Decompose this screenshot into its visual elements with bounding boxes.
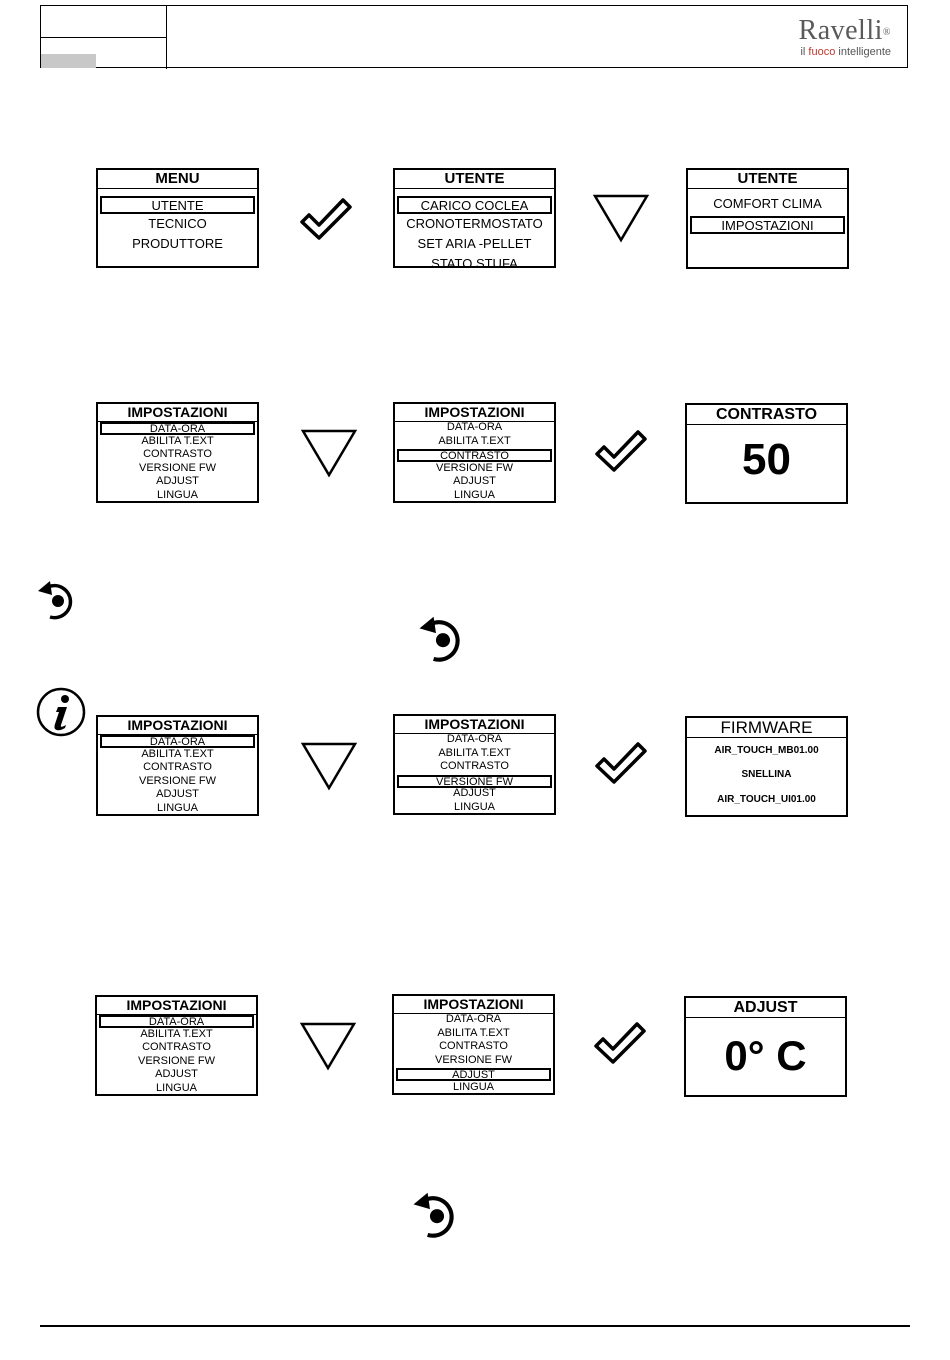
menu-item: ABILITA T.EXT (438, 746, 511, 759)
menu-item: COMFORT CLIMA (713, 196, 822, 211)
firmware-line-2: SNELLINA (741, 769, 792, 780)
menu-item: IMPOSTAZIONI (690, 216, 845, 234)
menu-item: CONTRASTO (143, 448, 212, 461)
down-triangle-icon (592, 193, 650, 243)
menu-item: ADJUST (396, 1068, 551, 1081)
menu-item: LINGUA (157, 802, 198, 814)
menu-item: LINGUA (157, 489, 198, 501)
back-arrow-icon (408, 1188, 466, 1242)
screen-impostazioni-d (393, 714, 556, 815)
screen-title: UTENTE (395, 170, 554, 189)
screen-contrasto (685, 403, 848, 504)
menu-item: ADJUST (155, 1068, 198, 1081)
down-triangle-icon (300, 428, 358, 478)
screen-utente-2 (686, 168, 849, 269)
back-arrow-icon (34, 577, 82, 623)
screen-title: IMPOSTAZIONI (395, 716, 554, 734)
brand-mark: ® (882, 27, 891, 38)
menu-item: ADJUST (453, 475, 496, 488)
menu-item: TECNICO (148, 216, 207, 231)
screen-title: IMPOSTAZIONI (97, 997, 256, 1015)
menu-item: PRODUTTORE (132, 236, 223, 251)
contrasto-title: CONTRASTO (687, 405, 846, 425)
menu-item: VERSIONE FW (435, 461, 513, 474)
menu-item: DATA-ORA (100, 422, 255, 435)
adjust-value: 0° C (724, 1032, 807, 1079)
adjust-title: ADJUST (686, 998, 845, 1018)
menu-item: ADJUST (453, 787, 496, 800)
menu-item: VERSIONE FW (434, 1053, 512, 1066)
footer-rule (40, 1325, 910, 1327)
menu-item: ABILITA T.EXT (437, 1026, 510, 1039)
back-arrow-icon (414, 612, 472, 666)
screen-impostazioni-c (96, 715, 259, 816)
header-divider (41, 37, 167, 38)
check-icon (592, 1020, 648, 1066)
menu-item: CONTRASTO (143, 761, 212, 774)
screen-title: IMPOSTAZIONI (395, 404, 554, 422)
menu-item: LINGUA (453, 1081, 494, 1093)
screen-impostazioni-b (393, 402, 556, 503)
info-icon (36, 687, 86, 737)
down-triangle-icon (300, 741, 358, 791)
check-icon (298, 196, 354, 242)
brand-tagline: il fuoco intelligente (800, 46, 891, 58)
menu-item: SET ARIA -PELLET (417, 236, 532, 251)
menu-item: CRONOTERMOSTATO (406, 216, 543, 231)
menu-item: VERSIONE FW (397, 775, 552, 788)
menu-item: VERSIONE FW (138, 774, 216, 787)
menu-item: DATA-ORA (446, 421, 503, 433)
screen-title: IMPOSTAZIONI (98, 404, 257, 422)
header-gray-bar (41, 54, 96, 68)
firmware-title: FIRMWARE (687, 718, 846, 738)
menu-item: VERSIONE FW (137, 1054, 215, 1067)
menu-item: ADJUST (156, 475, 199, 488)
menu-item: DATA-ORA (99, 1015, 254, 1028)
menu-item: CARICO COCLEA (397, 196, 552, 214)
check-icon (593, 428, 649, 474)
brand-name: Ravelli (798, 15, 883, 46)
menu-item: CONTRASTO (397, 449, 552, 462)
screen-adjust (684, 996, 847, 1097)
screen-title: IMPOSTAZIONI (98, 717, 257, 735)
menu-item: ABILITA T.EXT (141, 747, 214, 760)
menu-item: CONTRASTO (439, 1040, 508, 1053)
screen-utente-1 (393, 168, 556, 271)
screen-impostazioni-f (392, 994, 555, 1095)
menu-item: STATO STUFA (431, 256, 518, 271)
menu-item: UTENTE (100, 196, 255, 214)
screen-title: MENU (98, 170, 257, 189)
firmware-line-1: AIR_TOUCH_MB01.00 (714, 745, 819, 756)
down-triangle-icon (299, 1021, 357, 1071)
menu-item: DATA-ORA (100, 735, 255, 748)
screen-firmware (685, 716, 848, 817)
menu-item: VERSIONE FW (138, 461, 216, 474)
brand-logo (799, 16, 891, 58)
screen-impostazioni-e (95, 995, 258, 1096)
contrasto-value: 50 (742, 435, 791, 484)
screen-menu (96, 168, 259, 268)
menu-item: CONTRASTO (440, 760, 509, 773)
screen-title: IMPOSTAZIONI (394, 996, 553, 1014)
menu-item: ADJUST (156, 788, 199, 801)
menu-item: CONTRASTO (142, 1041, 211, 1054)
page-header (40, 5, 908, 68)
screen-impostazioni-a (96, 402, 259, 503)
menu-item: ABILITA T.EXT (141, 434, 214, 447)
menu-item: DATA-ORA (446, 733, 503, 745)
menu-item: ABILITA T.EXT (438, 434, 511, 447)
menu-item: DATA-ORA (445, 1013, 502, 1025)
menu-item: LINGUA (454, 801, 495, 813)
check-icon (593, 740, 649, 786)
menu-item: LINGUA (156, 1082, 197, 1094)
menu-item: ABILITA T.EXT (140, 1027, 213, 1040)
firmware-line-3: AIR_TOUCH_UI01.00 (717, 794, 816, 805)
screen-title: UTENTE (688, 170, 847, 189)
menu-item: LINGUA (454, 489, 495, 501)
